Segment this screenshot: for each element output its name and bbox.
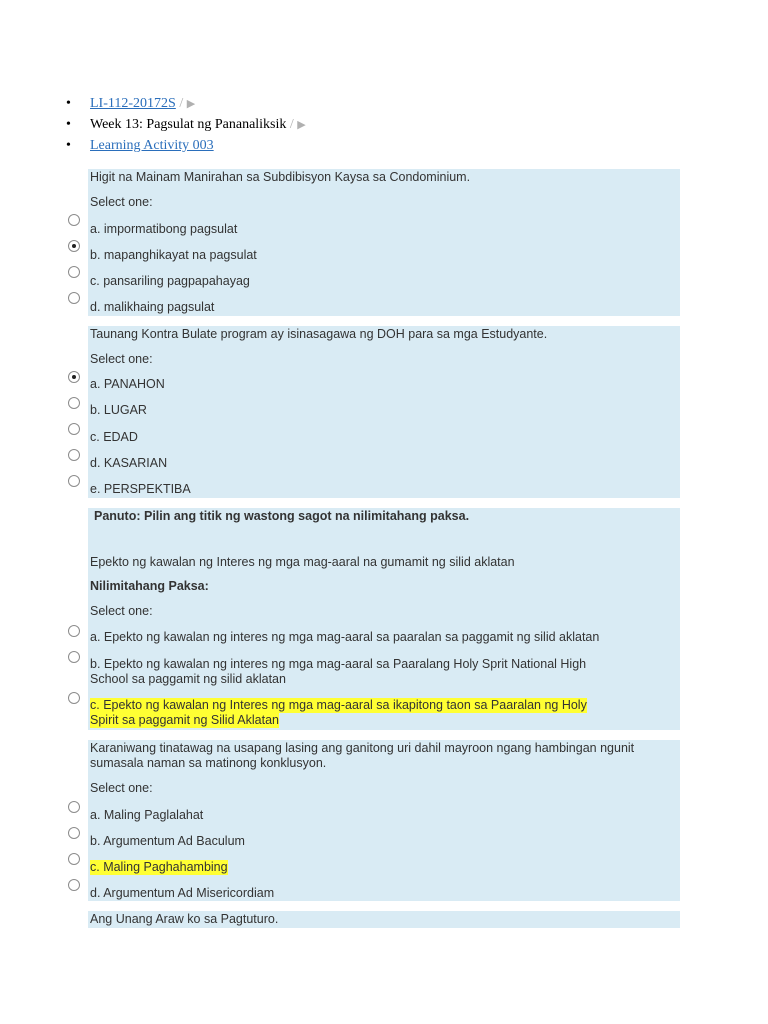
question-prompt-line-2: sumasala naman sa matinong konklusyon. bbox=[90, 756, 327, 770]
course-link[interactable]: LI-112-20172S bbox=[90, 96, 176, 111]
radio-q1-c[interactable] bbox=[68, 266, 80, 278]
question-prompt: Epekto ng kawalan ng Interes ng mga mag-aaral na gumamit ng silid aklatan bbox=[90, 555, 515, 569]
subheading: Nilimitahang Paksa: bbox=[90, 579, 209, 593]
question-5 bbox=[88, 911, 680, 928]
radio-q4-a[interactable] bbox=[68, 801, 80, 813]
option-c[interactable]: c. EDAD bbox=[90, 430, 138, 444]
radio-q2-d[interactable] bbox=[68, 449, 80, 461]
radio-q3-c[interactable] bbox=[68, 692, 80, 704]
select-one-label: Select one: bbox=[90, 352, 153, 366]
option-b-line-2[interactable]: School sa paggamit ng silid aklatan bbox=[90, 672, 286, 686]
option-c-line-2[interactable]: Spirit sa paggamit ng Silid Aklatan bbox=[90, 713, 279, 727]
option-b[interactable]: b. LUGAR bbox=[90, 403, 147, 417]
question-2 bbox=[88, 326, 680, 498]
option-b[interactable]: b. Argumentum Ad Baculum bbox=[90, 834, 245, 848]
option-c[interactable]: c. Epekto ng kawalan ng Interes ng mga mag-aaral sa ikapitong taon sa Paaralan ng Holy bbox=[90, 698, 587, 712]
breadcrumb bbox=[66, 94, 306, 157]
play-arrow-icon: ▶ bbox=[297, 119, 306, 131]
option-a[interactable]: a. Epekto ng kawalan ng interes ng mga mag-aaral sa paaralan sa paggamit ng silid aklatan bbox=[90, 630, 600, 644]
question-prompt-line-1: Karaniwang tinatawag na usapang lasing ang ganitong uri dahil mayroon ngang hambingan ngunit bbox=[90, 741, 635, 755]
radio-q4-d[interactable] bbox=[68, 879, 80, 891]
option-c[interactable]: c. pansariling pagpapahayag bbox=[90, 274, 250, 288]
radio-q2-e[interactable] bbox=[68, 475, 80, 487]
select-one-label: Select one: bbox=[90, 781, 153, 795]
option-c[interactable]: c. Maling Paghahambing bbox=[90, 860, 228, 874]
select-one-label: Select one: bbox=[90, 604, 153, 618]
option-b[interactable]: b. mapanghikayat na pagsulat bbox=[90, 248, 257, 262]
question-3 bbox=[88, 508, 680, 730]
radio-q2-b[interactable] bbox=[68, 397, 80, 409]
play-arrow-icon: ▶ bbox=[186, 98, 196, 110]
radio-q2-c[interactable] bbox=[68, 423, 80, 435]
option-d[interactable]: d. KASARIAN bbox=[90, 456, 168, 470]
option-d[interactable]: d. Argumentum Ad Misericordiam bbox=[90, 886, 275, 900]
breadcrumb-item-course bbox=[66, 94, 306, 115]
radio-q4-b[interactable] bbox=[68, 827, 80, 839]
radio-q3-b[interactable] bbox=[68, 651, 80, 663]
breadcrumb-item-week bbox=[66, 115, 306, 136]
radio-q2-a[interactable] bbox=[68, 371, 80, 383]
question-prompt: Ang Unang Araw ko sa Pagtuturo. bbox=[90, 912, 279, 926]
option-d[interactable]: d. malikhaing pagsulat bbox=[90, 300, 215, 314]
radio-q1-d[interactable] bbox=[68, 292, 80, 304]
breadcrumb-separator: / bbox=[179, 96, 184, 111]
question-prompt: Taunang Kontra Bulate program ay isinasagawa ng DOH para sa mga Estudyante. bbox=[90, 327, 548, 341]
week-label: Week 13: Pagsulat ng Pananaliksik bbox=[90, 117, 287, 132]
select-one-label: Select one: bbox=[90, 195, 153, 209]
option-b[interactable]: b. Epekto ng kawalan ng interes ng mga mag-aaral sa Paaralang Holy Sprit National High bbox=[90, 657, 587, 671]
question-1 bbox=[88, 169, 680, 316]
instruction: Panuto: Pilin ang titik ng wastong sagot na nilimitahang paksa. bbox=[94, 509, 470, 523]
option-a[interactable]: a. PANAHON bbox=[90, 377, 165, 391]
activity-link[interactable]: Learning Activity 003 bbox=[90, 138, 214, 153]
breadcrumb-item-activity bbox=[66, 136, 306, 157]
radio-q4-c[interactable] bbox=[68, 853, 80, 865]
radio-q3-a[interactable] bbox=[68, 625, 80, 637]
breadcrumb-separator: / bbox=[289, 117, 294, 132]
question-prompt: Higit na Mainam Manirahan sa Subdibisyon Kaysa sa Condominium. bbox=[90, 170, 471, 184]
option-a[interactable]: a. Maling Paglalahat bbox=[90, 808, 204, 822]
question-4 bbox=[88, 740, 680, 901]
radio-q1-a[interactable] bbox=[68, 214, 80, 226]
radio-q1-b[interactable] bbox=[68, 240, 80, 252]
option-a[interactable]: a. impormatibong pagsulat bbox=[90, 222, 238, 236]
option-e[interactable]: e. PERSPEKTIBA bbox=[90, 482, 191, 496]
